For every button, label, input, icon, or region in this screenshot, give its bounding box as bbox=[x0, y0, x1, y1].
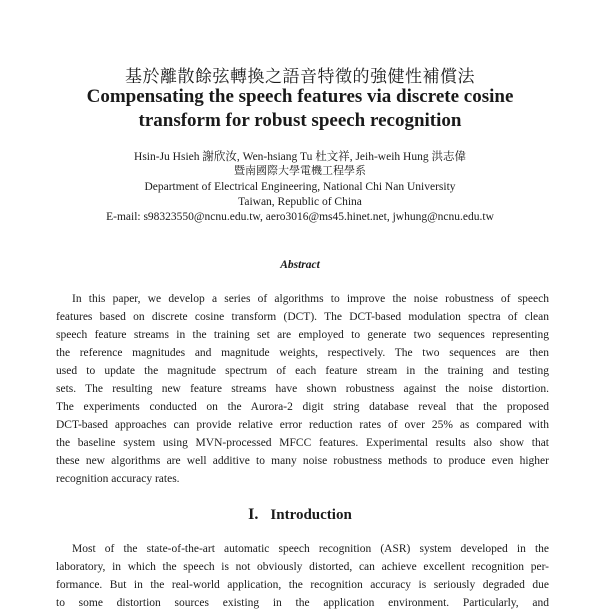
paper-title-english-line-2: transform for robust speech recognition bbox=[138, 110, 462, 131]
introduction-line: Most of the state-of-the-art automatic speech recognition (ASR) system developed in the bbox=[72, 543, 549, 555]
abstract-line: features based on discrete cosine transform (DCT). The DCT-based modulation spectra of clean bbox=[56, 311, 549, 323]
abstract-line: the reference magnitudes and magnitude weights, respectively. The two sequences are then bbox=[56, 347, 549, 359]
abstract-line: used to update the magnitude spectrum of each feature stream in the training and testing bbox=[56, 365, 549, 377]
section-number: I. bbox=[248, 506, 259, 523]
abstract-line: these new algorithms are well additive to many noise robustness methods to produce even higher bbox=[56, 455, 549, 467]
abstract-heading: Abstract bbox=[280, 259, 320, 271]
affiliation-chinese: 暨南國際大學電機工程學系 bbox=[234, 164, 366, 177]
introduction-line: formance. But in the real-world application, the recognition accuracy is seriously degraded due bbox=[56, 579, 549, 591]
affiliation-department: Department of Electrical Engineering, National Chi Nan University bbox=[144, 181, 456, 193]
introduction-body bbox=[56, 540, 549, 612]
abstract-line: recognition accuracy rates. bbox=[56, 473, 180, 485]
introduction-line: to some distortion sources existing in the application environment. Particularly, and bbox=[56, 597, 549, 609]
affiliation-country: Taiwan, Republic of China bbox=[238, 196, 362, 208]
abstract-line: the baseline system using MVN-processed MFCC features. Experimental results also show that bbox=[56, 437, 549, 449]
abstract-line: DCT-based approaches can provide relative error reduction rates of over 25% as compared with bbox=[56, 419, 549, 431]
abstract-line: speech feature streams in the training set are employed to generate two sequences representing bbox=[56, 329, 549, 341]
abstract-line: In this paper, we develop a series of algorithms to improve the noise robustness of speech bbox=[72, 293, 549, 305]
abstract-line: The experiments conducted on the Aurora-2 digit string database reveal that the proposed bbox=[56, 401, 549, 413]
abstract-line: sets. The resulting new feature streams have shown robustness against the noise distortion. bbox=[56, 383, 549, 395]
author-list: Hsin-Ju Hsieh 謝欣汝, Wen-hsiang Tu 杜文祥, Jeih-weih Hung 洪志偉 bbox=[134, 151, 466, 163]
section-heading-introduction bbox=[0, 506, 600, 524]
introduction-line: laboratory, in which the speech is not obviously distorted, can achieve excellent recognition per- bbox=[56, 561, 549, 573]
section-title: Introduction bbox=[270, 507, 352, 523]
author-emails: E-mail: s98323550@ncnu.edu.tw, aero3016@ms45.hinet.net, jwhung@ncnu.edu.tw bbox=[106, 211, 494, 223]
paper-title-english-line-1: Compensating the speech features via discrete cosine bbox=[86, 86, 514, 107]
abstract-body bbox=[56, 290, 549, 488]
paper-title-chinese: 基於離散餘弦轉換之語音特徵的強健性補償法 bbox=[125, 67, 475, 87]
